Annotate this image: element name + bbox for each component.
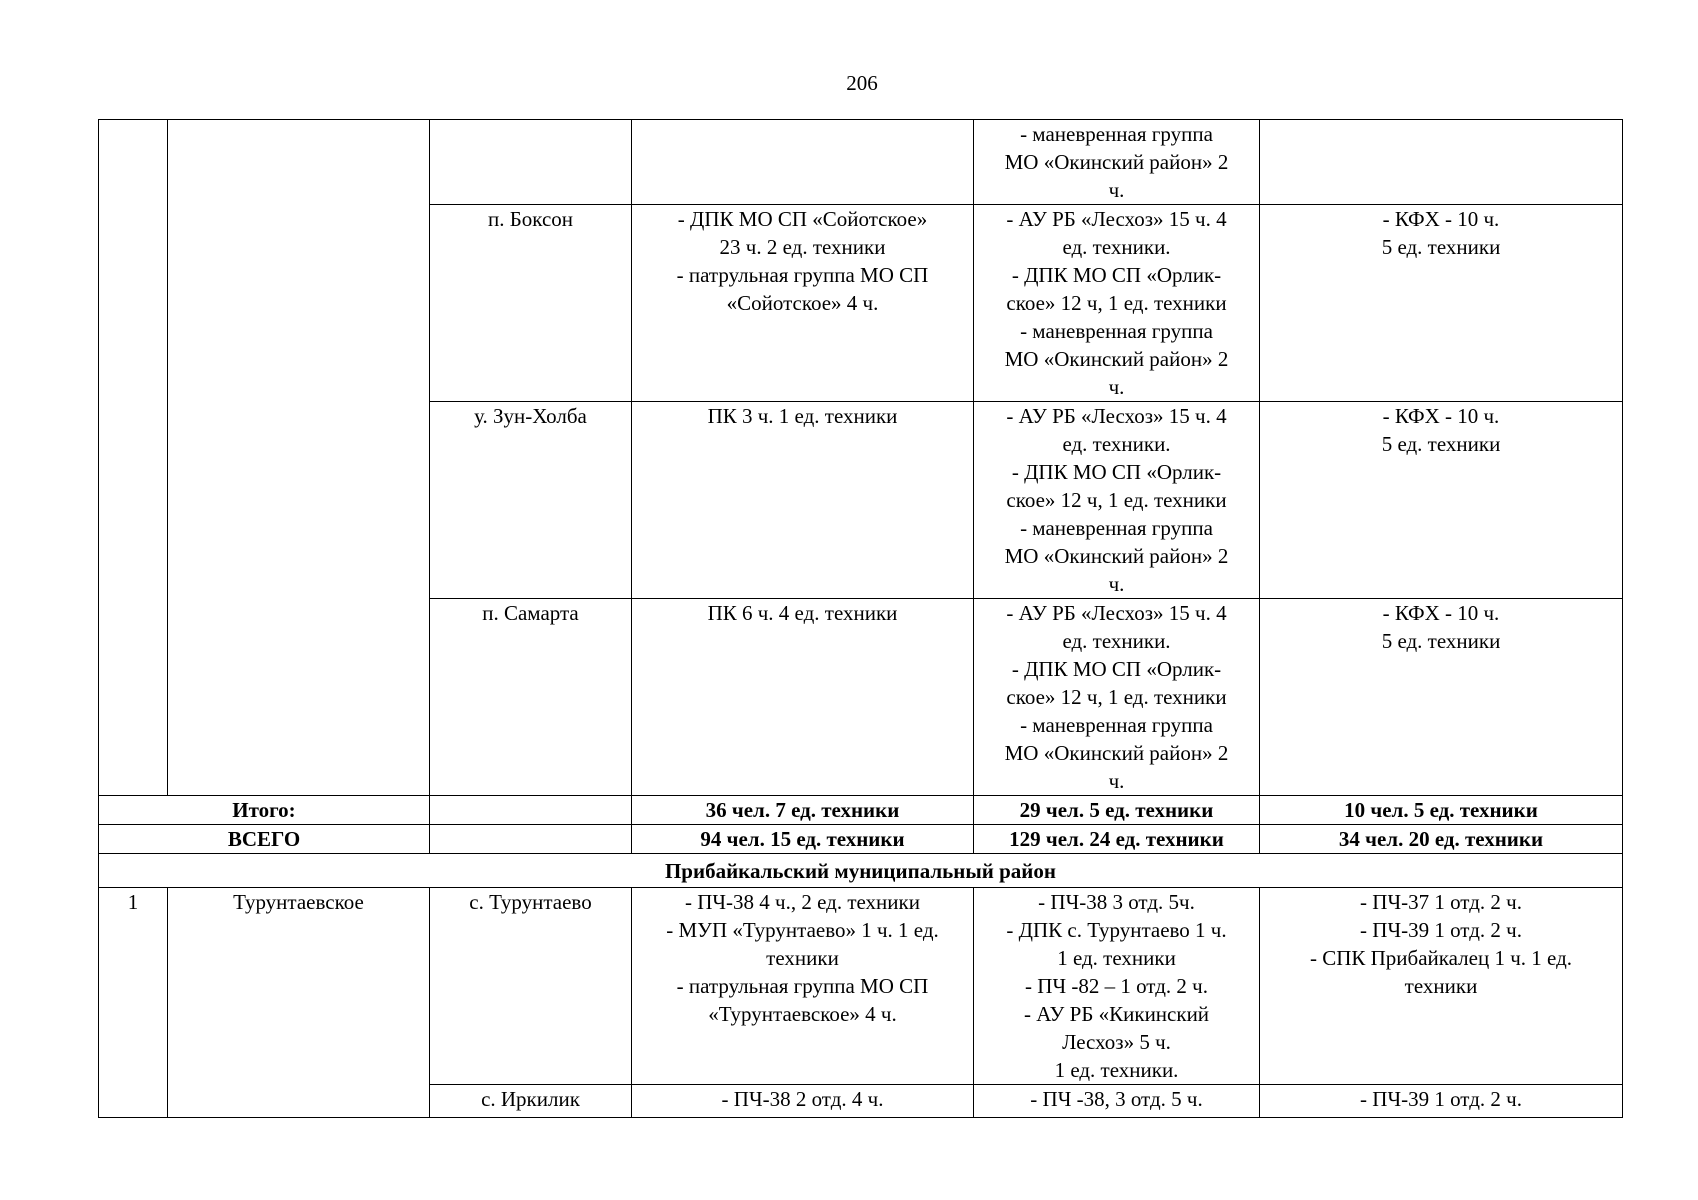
additional-forces-cell	[1260, 402, 1623, 599]
cell-line: - КФХ - 10 ч.	[1382, 404, 1500, 428]
grand-total-label: ВСЕГО	[99, 825, 430, 854]
locality-cell: с. Турунтаево	[430, 888, 632, 1085]
cell-line: МО «Окинский район» 2	[1004, 150, 1229, 174]
reserve-forces-cell	[974, 120, 1260, 205]
cell-line: ед. техники.	[1062, 629, 1171, 653]
cell-line: ч.	[1108, 572, 1125, 596]
cell-line: ед. техники.	[1062, 235, 1171, 259]
own-forces-cell	[632, 120, 974, 205]
cell-line: - АУ РБ «Лесхоз» 15 ч. 4	[1006, 207, 1227, 231]
cell-line: - КФХ - 10 ч.	[1382, 601, 1500, 625]
reserve-forces-cell	[974, 599, 1260, 796]
subtotal-label: Итого:	[99, 796, 430, 825]
cell-line: - ПЧ -82 – 1 отд. 2 ч.	[1025, 974, 1208, 998]
own-forces-cell	[632, 1085, 974, 1118]
cell-line: ч.	[1108, 769, 1125, 793]
cell-line: МО «Окинский район» 2	[1004, 544, 1229, 568]
cell-line: ч.	[1108, 178, 1125, 202]
cell-line: 5 ед. техники	[1381, 235, 1501, 259]
table-row	[99, 888, 1623, 1085]
subtotal-own-forces: 36 чел. 7 ед. техники	[632, 796, 974, 825]
cell-line: - ПЧ-38 2 отд. 4 ч.	[721, 1087, 884, 1111]
cell-line: 1 ед. техники	[1057, 946, 1176, 970]
cell-line: 23 ч. 2 ед. техники	[719, 235, 886, 259]
cell-line: - МУП «Турунтаево» 1 ч. 1 ед.	[666, 918, 939, 942]
row-number-cell: 1	[99, 888, 168, 1118]
grand-total-additional-forces: 34 чел. 20 ед. техники	[1260, 825, 1623, 854]
subtotal-additional-forces: 10 чел. 5 ед. техники	[1260, 796, 1623, 825]
cell-line: - ПЧ-39 1 отд. 2 ч.	[1360, 1087, 1522, 1111]
cell-line: ПК 6 ч. 4 ед. техники	[707, 601, 898, 625]
own-forces-cell	[632, 402, 974, 599]
cell-line: ч.	[1108, 375, 1125, 399]
settlement-cell: Турунтаевское	[168, 888, 430, 1118]
additional-forces-cell	[1260, 1085, 1623, 1118]
locality-cell: с. Иркилик	[430, 1085, 632, 1118]
subtotal-reserve-forces: 29 чел. 5 ед. техники	[974, 796, 1260, 825]
cell-line: - маневренная группа	[1020, 122, 1213, 146]
cell-line: - ДПК МО СП «Орлик-	[1011, 460, 1222, 484]
grand-total-own-forces: 94 чел. 15 ед. техники	[632, 825, 974, 854]
own-forces-cell	[632, 599, 974, 796]
subtotal-locality-cell	[430, 796, 632, 825]
subtotal-row	[99, 796, 1623, 825]
cell-line: ское» 12 ч, 1 ед. техники	[1006, 291, 1227, 315]
cell-line: Лесхоз» 5 ч.	[1062, 1030, 1171, 1054]
cell-line: - АУ РБ «Лесхоз» 15 ч. 4	[1006, 601, 1227, 625]
locality-cell	[430, 120, 632, 205]
cell-line: техники	[766, 946, 839, 970]
reserve-forces-cell	[974, 1085, 1260, 1118]
reserve-forces-cell	[974, 205, 1260, 402]
cell-line: - ПЧ-38 4 ч., 2 ед. техники	[685, 890, 920, 914]
page-number: 206	[846, 71, 878, 95]
settlement-cell	[168, 120, 430, 796]
table-row	[99, 120, 1623, 205]
cell-line: ское» 12 ч, 1 ед. техники	[1006, 685, 1227, 709]
additional-forces-cell	[1260, 888, 1623, 1085]
cell-line: - ПЧ-39 1 отд. 2 ч.	[1360, 918, 1522, 942]
cell-line: ское» 12 ч, 1 ед. техники	[1006, 488, 1227, 512]
cell-line: - патрульная группа МО СП	[676, 974, 929, 998]
reserve-forces-cell	[974, 888, 1260, 1085]
cell-line: 5 ед. техники	[1381, 432, 1501, 456]
additional-forces-cell	[1260, 205, 1623, 402]
additional-forces-cell	[1260, 120, 1623, 205]
locality-cell: п. Боксон	[430, 205, 632, 402]
locality-cell: п. Самарта	[430, 599, 632, 796]
cell-line: - маневренная группа	[1020, 516, 1213, 540]
cell-line: техники	[1404, 974, 1478, 998]
cell-line: «Турунтаевское» 4 ч.	[708, 1002, 897, 1026]
cell-line: - ДПК МО СП «Сойотское»	[677, 207, 928, 231]
cell-line: 1 ед. техники.	[1054, 1058, 1179, 1082]
cell-line: - ПЧ -38, 3 отд. 5 ч.	[1030, 1087, 1203, 1111]
cell-line: МО «Окинский район» 2	[1004, 741, 1229, 765]
cell-line: - ДПК МО СП «Орлик-	[1011, 263, 1222, 287]
own-forces-cell	[632, 205, 974, 402]
cell-line: 5 ед. техники	[1381, 629, 1501, 653]
own-forces-cell	[632, 888, 974, 1085]
cell-line: ед. техники.	[1062, 432, 1171, 456]
grand-total-reserve-forces: 129 чел. 24 ед. техники	[974, 825, 1260, 854]
cell-line: ПК 3 ч. 1 ед. техники	[707, 404, 898, 428]
cell-line: - АУ РБ «Лесхоз» 15 ч. 4	[1006, 404, 1227, 428]
cell-line: - ПЧ-38 3 отд. 5ч.	[1038, 890, 1195, 914]
cell-line: - маневренная группа	[1020, 713, 1213, 737]
cell-line: - АУ РБ «Кикинский	[1023, 1002, 1210, 1026]
cell-line: - КФХ - 10 ч.	[1382, 207, 1500, 231]
grand-total-row	[99, 825, 1623, 854]
cell-line: - ДПК МО СП «Орлик-	[1011, 657, 1222, 681]
row-number-cell	[99, 120, 168, 796]
cell-line: - патрульная группа МО СП	[676, 263, 929, 287]
locality-cell: у. Зун-Холба	[430, 402, 632, 599]
district-title: Прибайкальский муниципальный район	[99, 854, 1623, 888]
cell-line: - ПЧ-37 1 отд. 2 ч.	[1360, 890, 1522, 914]
additional-forces-cell	[1260, 599, 1623, 796]
reserve-forces-cell	[974, 402, 1260, 599]
cell-line: - маневренная группа	[1020, 319, 1213, 343]
resources-table	[98, 119, 1623, 1118]
cell-line: - СПК Прибайкалец 1 ч. 1 ед.	[1309, 946, 1573, 970]
cell-line: - ДПК с. Турунтаево 1 ч.	[1006, 918, 1227, 942]
grand-total-locality-cell	[430, 825, 632, 854]
cell-line: МО «Окинский район» 2	[1004, 347, 1229, 371]
cell-line: «Сойотское» 4 ч.	[726, 291, 879, 315]
district-header-row	[99, 854, 1623, 888]
